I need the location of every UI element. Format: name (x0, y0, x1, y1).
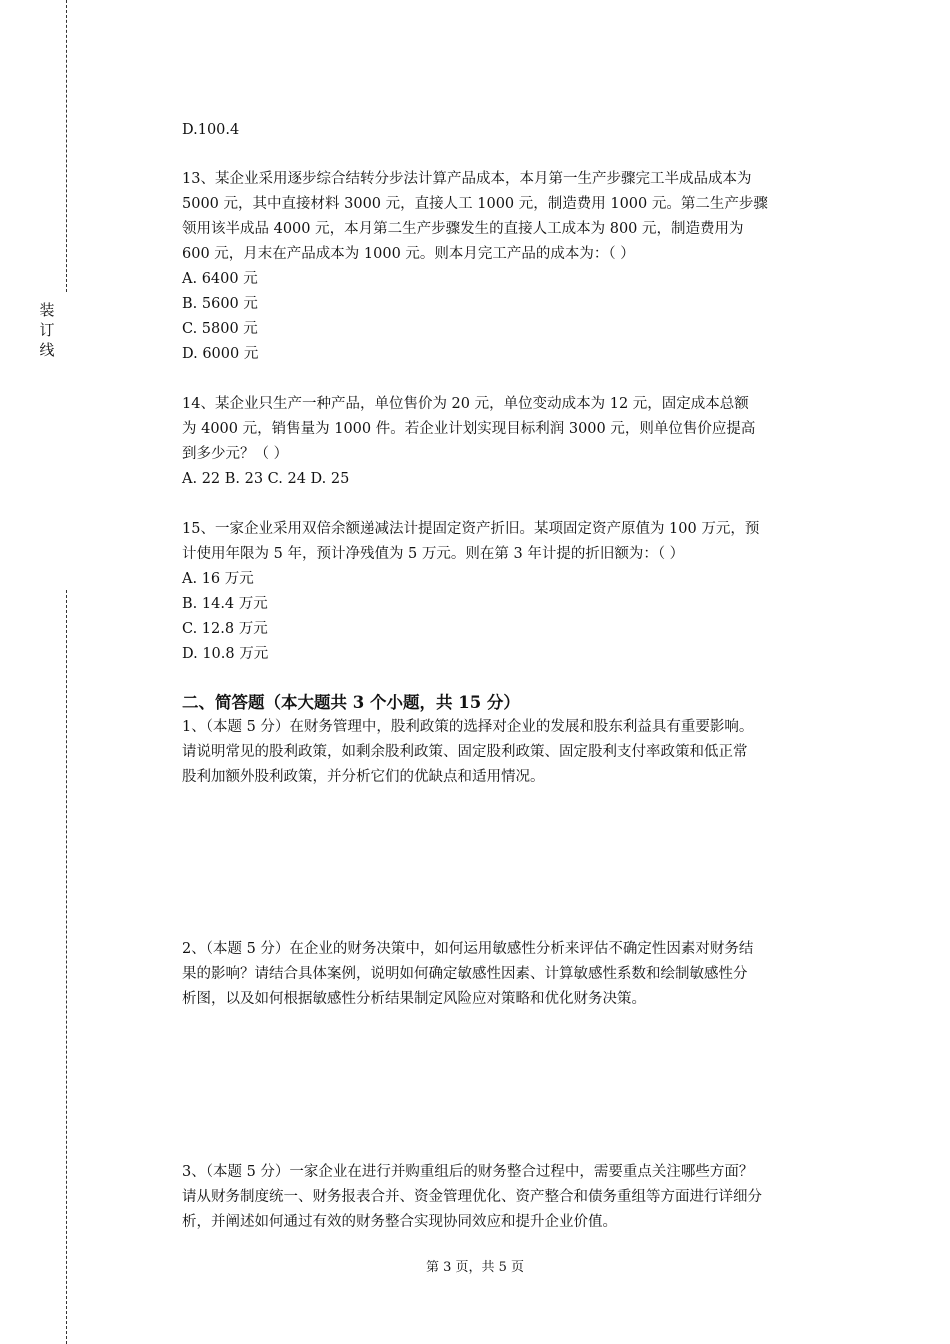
question-text: 析图，以及如何根据敏感性分析结果制定风险应对策略和优化财务决策。 (182, 991, 646, 1007)
binding-dashed-line-bottom (66, 590, 67, 1344)
option-b: B. 14.4 万元 (182, 596, 268, 612)
question-text: 请从财务制度统一、财务报表合并、资金管理优化、资产整合和债务重组等方面进行详细分 (182, 1189, 762, 1205)
question-text: 600 元，月末在产品成本为 1000 元。则本月完工产品的成本为：（ ） (182, 246, 635, 262)
section-heading: 二、简答题（本大题共 3 个小题，共 15 分） (182, 693, 520, 712)
page-footer: 第 3 页，共 5 页 (425, 1260, 525, 1275)
question-text: 到多少元？（ ） (182, 446, 289, 462)
question-text: 请说明常见的股利政策，如剩余股利政策、固定股利政策、固定股利支付率政策和低正常 (182, 744, 748, 760)
option-b: B. 5600 元 (182, 296, 258, 312)
binding-char: 线 (39, 341, 55, 359)
option-d: D. 10.8 万元 (182, 646, 269, 662)
short-answer-2 (182, 937, 842, 1012)
question-13 (182, 167, 842, 367)
question-text: 果的影响？请结合具体案例，说明如何确定敏感性因素、计算敏感性系数和绘制敏感性分 (182, 966, 748, 982)
question-text: 15、一家企业采用双倍余额递减法计提固定资产折旧。某项固定资产原值为 100 万元，预 (182, 521, 760, 537)
question-text: 14、某企业只生产一种产品，单位售价为 20 元，单位变动成本为 12 元，固定成本总额 (182, 396, 749, 412)
option-a: A. 6400 元 (182, 271, 258, 287)
question-text: 3、（本题 5 分）一家企业在进行并购重组后的财务整合过程中，需要重点关注哪些方面？ (182, 1164, 754, 1180)
binding-line-label (38, 300, 56, 360)
option-d: D. 6000 元 (182, 346, 259, 362)
question-14 (182, 392, 842, 492)
question-15 (182, 517, 842, 667)
section-2 (182, 690, 842, 790)
option-text: D.100.4 (182, 122, 240, 138)
question-text: 析，并阐述如何通过有效的财务整合实现协同效应和提升企业价值。 (182, 1214, 617, 1230)
question-text: 股利加额外股利政策，并分析它们的优缺点和适用情况。 (182, 769, 545, 785)
previous-option (182, 118, 842, 143)
option-a: A. 16 万元 (182, 571, 254, 587)
options: A. 22 B. 23 C. 24 D. 25 (182, 471, 350, 487)
question-text: 2、（本题 5 分）在企业的财务决策中，如何运用敏感性分析来评估不确定性因素对财务结 (182, 941, 754, 957)
option-c: C. 12.8 万元 (182, 621, 268, 637)
question-text: 领用该半成品 4000 元，本月第二生产步骤发生的直接人工成本为 800 元，制造费用为 (182, 221, 744, 237)
binding-char: 装 (39, 301, 55, 319)
short-answer-3 (182, 1160, 842, 1235)
question-text: 为 4000 元，销售量为 1000 件。若企业计划实现目标利润 3000 元，则单位售价应提高 (182, 421, 756, 437)
question-text: 13、某企业采用逐步综合结转分步法计算产品成本，本月第一生产步骤完工半成品成本为 (182, 171, 752, 187)
question-text: 1、（本题 5 分）在财务管理中，股利政策的选择对企业的发展和股东利益具有重要影响。 (182, 719, 754, 735)
question-text: 5000 元，其中直接材料 3000 元，直接人工 1000 元，制造费用 1000 元。第二生产步骤 (182, 196, 768, 212)
option-c: C. 5800 元 (182, 321, 258, 337)
binding-char: 订 (39, 321, 55, 339)
binding-dashed-line-top (66, 0, 67, 292)
question-text: 计使用年限为 5 年，预计净残值为 5 万元。则在第 3 年计提的折旧额为：（ ） (182, 546, 685, 562)
